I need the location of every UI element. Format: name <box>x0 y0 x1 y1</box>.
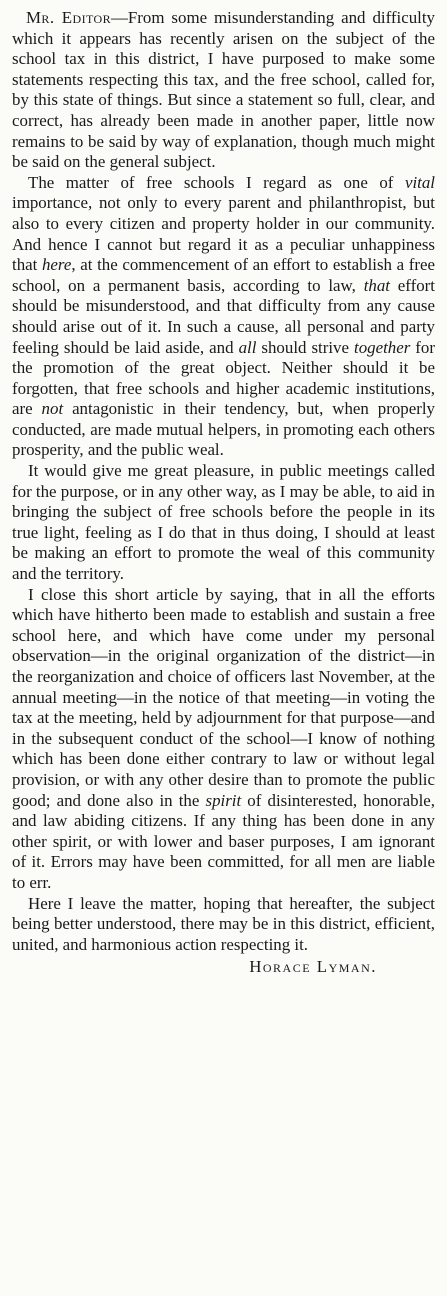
text-run: should strive <box>256 337 354 357</box>
italic-text: all <box>238 337 257 357</box>
italic-text: together <box>354 337 411 357</box>
text-run: I close this short article by saying, that in all the efforts which have hitherto been made to establish and sustain a free school here, and which have come under my personal observation—in the original organization of the district—in the reorganization and choice of officers last November, at the annual meeting—in the notice of that meeting—in voting the tax at the meeting, held by adjournment for that purpose—and in the subsequent conduct of the school—I know of nothing which has been done either contrary to law or without legal provision, or with any other desire than to promote the public good; and done also in the <box>12 584 435 810</box>
paragraph-text: —From some misunderstanding and difficulty which it appears has recently arisen on the subject of the school tax in this district, I have purposed to make some statements respecting this tax, and the free school, called for, by this state of things. But since a statement so full, clear, and correct, has already been made in another paper, little now remains to be said by way of explanation, though much might be said on the general subject. <box>12 8 435 172</box>
paragraph-closing-statement <box>12 585 435 894</box>
text-run: of disinterested, honorable, and law abiding citizens. If any thing has been done in any other spirit, or with lower and baser purposes, I am ignorant of it. Errors may have been committed, for all men are liable to err. <box>12 790 436 892</box>
salutation: Mr. Editor <box>26 8 111 27</box>
text-run: effort should be misunderstood, and that difficulty from any cause should arise out of it. In such a cause, all personal and party feeling should be laid aside, and <box>12 275 435 357</box>
text-run: , at the commencement of an effort to establish a free school, on a permanent basis, according to law, <box>12 255 435 295</box>
italic-text: spirit <box>205 790 242 810</box>
text-run: for the promotion of the great object. Neither should it be forgotten, that free schools and higher academic institutions, are <box>12 337 435 419</box>
text-run: The matter of free schools I regard as one of <box>28 172 405 192</box>
paragraph-public-meetings <box>12 461 435 585</box>
paragraph-opening <box>12 8 435 173</box>
paragraph-text: Here I leave the matter, hoping that hereafter, the subject being better understood, there may be in this district, efficient, united, and harmonious action respecting it. <box>12 893 435 954</box>
italic-text: here <box>41 255 72 275</box>
paragraph-vital-importance <box>12 173 435 461</box>
paragraph-text: It would give me great pleasure, in public meetings called for the purpose, or in any other way, as I may be able, to aid in bringing the subject of free schools before the people in its true light, feeling as I do that in thus doing, I should at least be making an effort to promote the weal of this community and the territory. <box>12 461 435 584</box>
italic-text: not <box>41 399 64 419</box>
italic-text: vital <box>404 172 435 192</box>
paragraph-final <box>12 894 435 956</box>
text-run: antagonistic in their tendency, but, when properly conducted, are made mutual helpers, in promoting each others prosperity, and the public weal. <box>12 399 436 460</box>
letter-to-editor <box>12 8 435 978</box>
italic-text: that <box>363 275 390 295</box>
signature: Horace Lyman. <box>249 957 377 977</box>
text-run: importance, not only to every parent and philanthropist, but also to every citizen and property holder in our community. And hence I cannot but regard it as a peculiar unhappiness that <box>12 193 435 275</box>
